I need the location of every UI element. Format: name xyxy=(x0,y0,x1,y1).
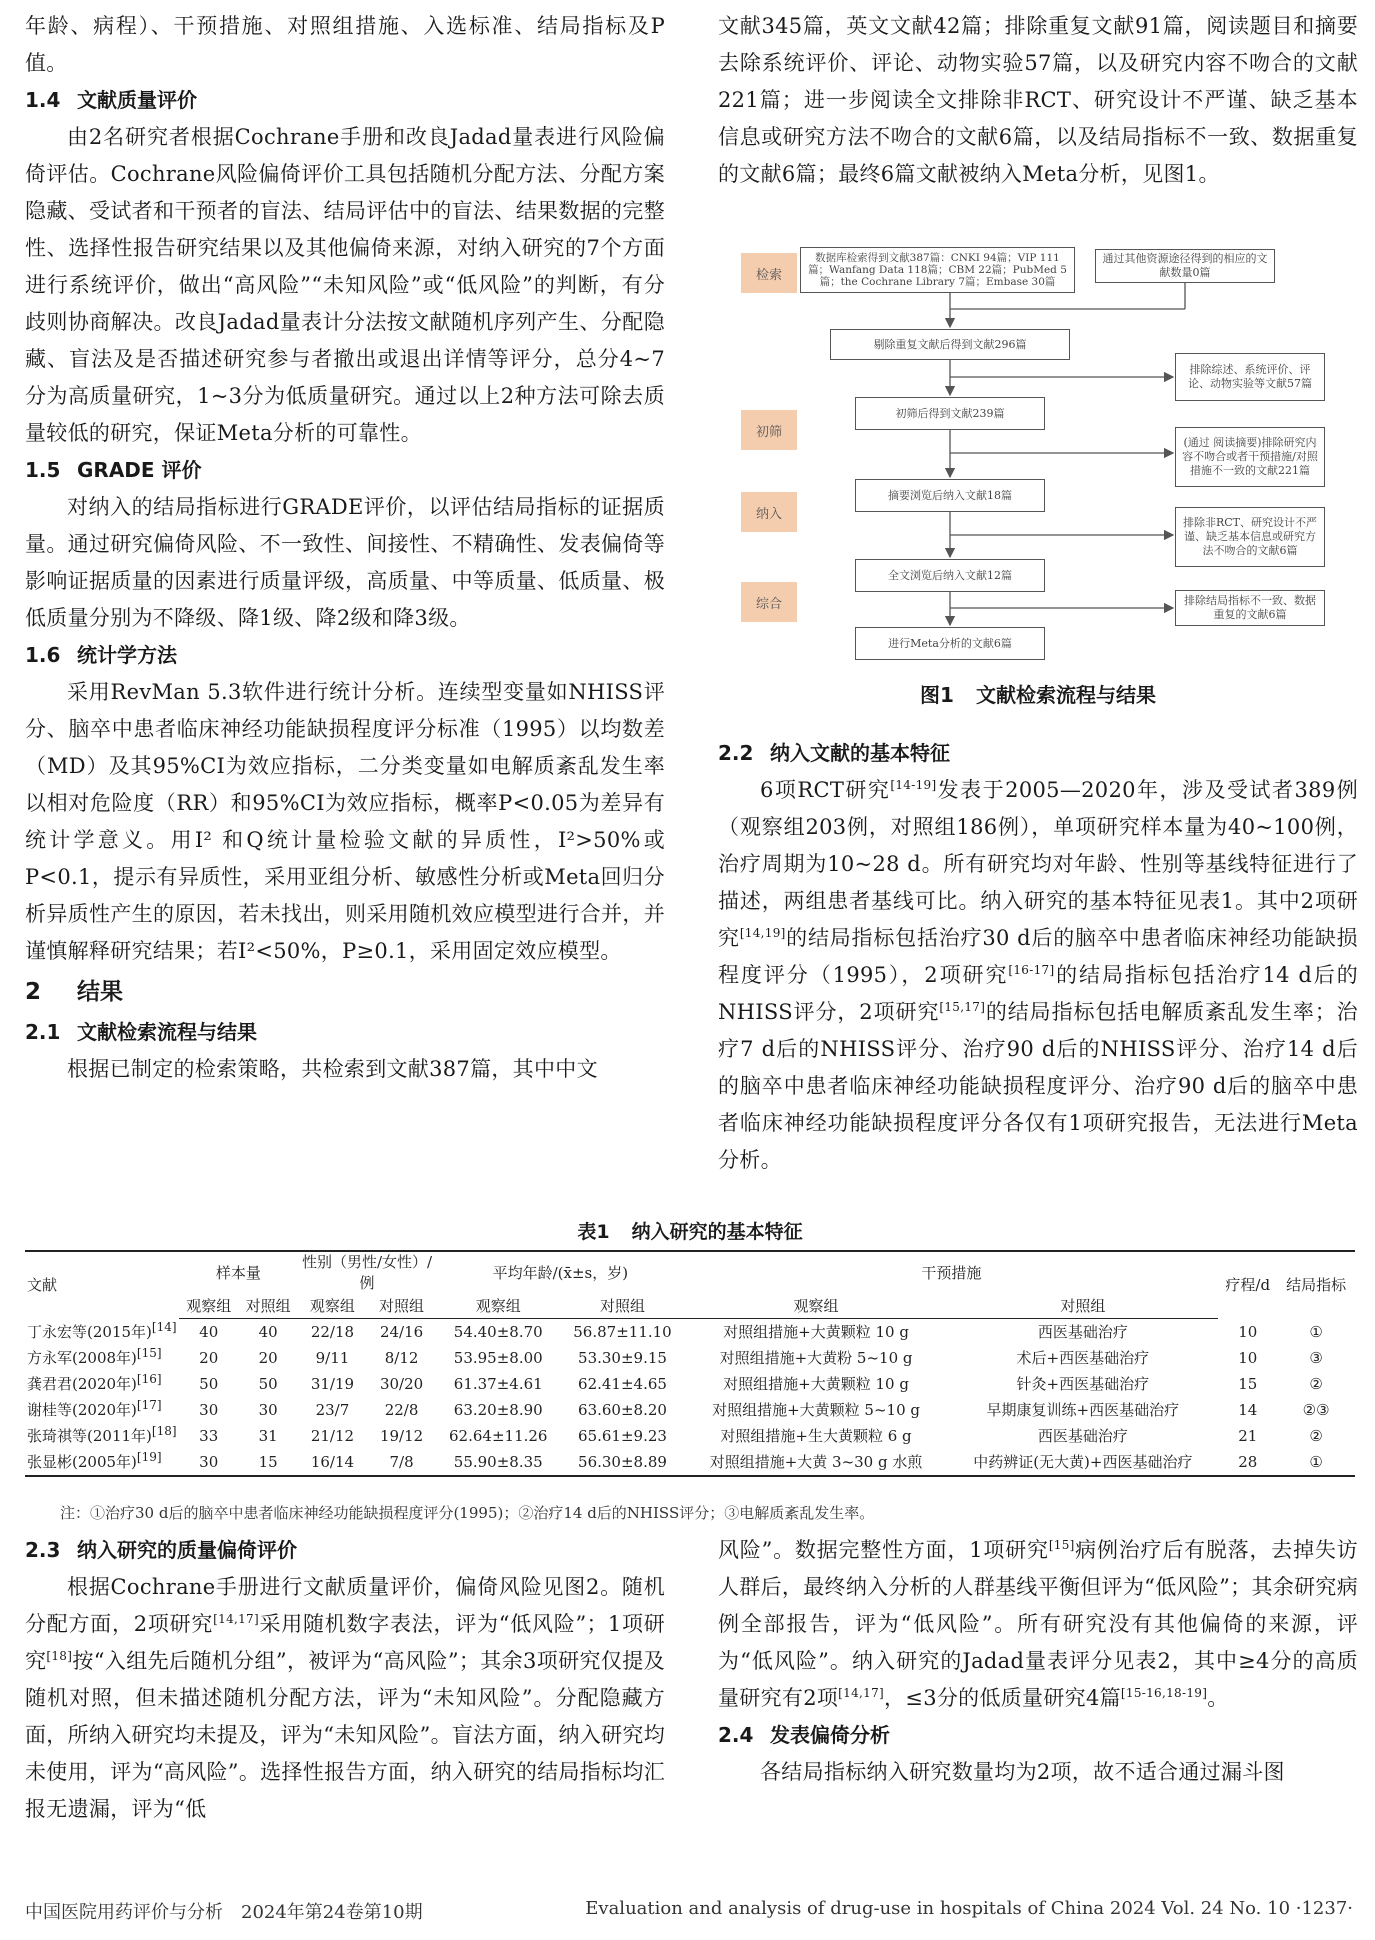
cell-course: 10 xyxy=(1238,1322,1258,1341)
text-run: 风险”。数据完整性方面，1项研究 xyxy=(718,1538,1049,1562)
cell-study: 张琦祺等(2011年)[18] xyxy=(27,1424,177,1445)
cell-sex-obs: 16/14 xyxy=(298,1449,367,1476)
figure-caption xyxy=(718,680,1358,710)
cell-n-ctl: 50 xyxy=(258,1375,278,1393)
cell-outcome: ② xyxy=(1309,1375,1323,1393)
cell-sex-obs: 22/18 xyxy=(310,1323,355,1341)
journal-footer-left: 中国医院用药评价与分析 2024年第24卷第10期 xyxy=(25,1902,423,1923)
other-sources-box: 通过其他资源途径得到的相应的文献数量0篇 xyxy=(1095,249,1275,283)
section-title: 发表偏倚分析 xyxy=(770,1723,890,1747)
cell-n-obs: 30 xyxy=(179,1449,238,1476)
subheader-obs: 观察组 xyxy=(298,1294,367,1319)
cell-n-obs: 20 xyxy=(199,1349,219,1367)
citation: [14-19] xyxy=(890,778,937,792)
literature-search-flowchart xyxy=(735,245,1355,665)
citation: [15] xyxy=(1048,1538,1075,1552)
left-column-bottom xyxy=(25,1532,665,1828)
section-number: 1.5 xyxy=(25,458,61,482)
header-intervention: 干预措施 xyxy=(685,1251,1219,1294)
cell-int-ctl: 针灸+西医基础治疗 xyxy=(1016,1375,1150,1393)
cell-n-ctl: 40 xyxy=(258,1323,278,1341)
table-row xyxy=(25,1345,1355,1371)
cell-outcome: ② xyxy=(1309,1427,1323,1445)
header-sex: 性别（男性/女性）/例 xyxy=(298,1251,436,1294)
cell-age-obs: 61.37±4.61 xyxy=(453,1375,543,1393)
section-number: 2 xyxy=(25,979,42,1005)
section-title: 文献质量评价 xyxy=(77,88,197,112)
paragraph: 采用RevMan 5.3软件进行统计分析。连续型变量如NHISS评分、脑卒中患者临床神经功能缺损程度评分标准（1995）以均数差（MD）及其95%CI为效应指标，二分类变量如电解质紊乱发生率以相对危险度（RR）和95%CI为效应指标，概率P<0.05为差异有统计学意义。用I² 和Q统计量检验文献的异质性，I²>50%或P<0.1，提示有异质性，采用亚组分析、敏感性分析或Meta回归分析异质性产生的原因，若未找出，则采用随机效应模型进行合并，并谨慎解释研究结果；若I²<50%，P≥0.1，采用固定效应模型。 xyxy=(25,680,665,963)
cell-n-ctl: 15 xyxy=(238,1449,297,1476)
paragraph: 根据已制定的检索策略，共检索到文献387篇，其中中文 xyxy=(67,1057,598,1081)
cell-age-ctl: 63.60±8.20 xyxy=(578,1401,667,1419)
section-number: 2.2 xyxy=(718,741,754,765)
cell-n-obs: 40 xyxy=(199,1323,219,1341)
cell-int-obs: 对照组措施+大黄粉 5~10 g xyxy=(719,1349,913,1367)
text-run: 采用随机数字表法，评为“低风险”；1项研究 xyxy=(25,1612,665,1673)
right-column-mid xyxy=(718,735,1358,1179)
cell-age-ctl: 53.30±9.15 xyxy=(578,1349,667,1367)
cell-sex-ctl: 7/8 xyxy=(367,1449,436,1476)
table-row xyxy=(25,1449,1355,1476)
section-title: 纳入研究的质量偏倚评价 xyxy=(77,1538,297,1562)
fulltext-review-box: 全文浏览后纳入文献12篇 xyxy=(855,559,1045,592)
text-run: 的结局指标包括治疗30 d后的脑卒中患者临床神经功能缺损程度评分（1995），2项研究 xyxy=(718,926,1358,987)
table-row xyxy=(25,1397,1355,1423)
cell-n-ctl: 31 xyxy=(258,1427,278,1445)
cell-age-ctl: 56.87±11.10 xyxy=(573,1323,672,1341)
text-run: 发表于2005—2020年，涉及受试者389例（观察组203例，对照组186例），单项研究样本量为40~100例，治疗周期为10~28 d。所有研究均对年龄、性别等基线特征进行了描述，两组患者基线可比。纳入研究的基本特征见表1。其中2项研究 xyxy=(718,778,1358,950)
cell-sex-obs: 23/7 xyxy=(315,1401,350,1419)
table-row xyxy=(25,1371,1355,1397)
section-number: 2.1 xyxy=(25,1020,61,1044)
left-column-top xyxy=(25,8,665,1088)
cell-sex-ctl: 19/12 xyxy=(379,1427,424,1445)
exclusion-box-3: 排除非RCT、研究设计不严谨、缺乏基本信息或研究方法不吻合的文献6篇 xyxy=(1175,507,1325,567)
section-heading-2 xyxy=(25,972,665,1012)
paragraph xyxy=(718,1532,1358,1717)
cell-int-ctl: 术后+西医基础治疗 xyxy=(1016,1349,1150,1367)
cell-n-ctl: 20 xyxy=(258,1349,278,1367)
cell-sex-ctl: 30/20 xyxy=(379,1375,424,1393)
cell-study: 龚君君(2020年)[16] xyxy=(27,1372,162,1393)
citation: [16-17] xyxy=(1008,963,1055,977)
cell-age-ctl: 65.61±9.23 xyxy=(578,1427,667,1445)
section-heading-2-4 xyxy=(718,1717,1358,1754)
paragraph: 文献345篇，英文文献42篇；排除重复文献91篇，阅读题目和摘要去除系统评价、评论、动物实验57篇，以及研究内容不吻合的文献221篇；进一步阅读全文排除非RCT、研究设计不严谨、缺乏基本信息或研究方法不吻合的文献6篇，以及结局指标不一致、数据重复的文献6篇；最终6篇文献被纳入Meta分析，见图1。 xyxy=(718,14,1358,186)
header-sample-size: 样本量 xyxy=(179,1251,298,1294)
text-run: 6项RCT研究 xyxy=(760,778,891,802)
cell-age-ctl: 56.30±8.89 xyxy=(560,1449,684,1476)
cell-outcome: ③ xyxy=(1309,1349,1323,1367)
cell-course: 15 xyxy=(1238,1375,1258,1393)
text-run: 的结局指标包括电解质紊乱发生率；治疗7 d后的NHISS评分、治疗90 d后的NHISS评分、治疗14 d后的脑卒中患者临床神经功能缺损程度评分、治疗90 d后的脑卒中患者临床神经功能缺损程度评分各仅有1项研究报告，无法进行Meta分析。 xyxy=(718,1000,1358,1172)
stage-inclusion: 纳入 xyxy=(741,492,797,532)
cell-age-obs: 63.20±8.90 xyxy=(453,1401,543,1419)
paragraph: 由2名研究者根据Cochrane手册和改良Jadad量表进行风险偏倚评估。Cochrane风险偏倚评价工具包括随机分配方法、分配方案隐藏、受试者和干预者的盲法、结局评估中的盲法、结果数据的完整性、选择性报告研究结果以及其他偏倚来源，对纳入研究的7个方面进行系统评价，做出“高风险”“未知风险”或“低风险”的判断，有分歧则协商解决。改良Jadad量表计分法按文献随机序列产生、分配隐藏、盲法及是否描述研究参与者撤出或退出详情等评分，总分4~7分为高质量研究，1~3分为低质量研究。通过以上2种方法可除去质量较低的研究，保证Meta分析的可靠性。 xyxy=(25,125,665,445)
dedup-box: 剔除重复文献后得到文献296篇 xyxy=(830,329,1070,360)
section-title: 结果 xyxy=(77,979,123,1005)
section-number: 2.4 xyxy=(718,1723,754,1747)
table-note: 注：①治疗30 d后的脑卒中患者临床神经功能缺损程度评分(1995)；②治疗14 d后的NHISS评分；③电解质紊乱发生率。 xyxy=(60,1504,875,1522)
subheader-ctl: 对照组 xyxy=(560,1294,684,1319)
cell-n-ctl: 30 xyxy=(258,1401,278,1419)
stage-synthesis: 综合 xyxy=(741,582,797,622)
stage-screening: 初筛 xyxy=(741,410,797,450)
cell-age-obs: 62.64±11.26 xyxy=(449,1427,548,1445)
citation: [15,17] xyxy=(939,1000,986,1014)
text-run: 。 xyxy=(1207,1686,1229,1710)
section-title: 纳入文献的基本特征 xyxy=(770,741,950,765)
text-run: 病例治疗后有脱落，去掉失访人群后，最终纳入分析的人群基线平衡但评为“低风险”；其余研究病例全部报告，评为“低风险”。所有研究没有其他偏倚的来源，评为“低风险”。纳入研究的Jadad量表评分见表2，其中≥4分的高质量研究有2项 xyxy=(718,1538,1358,1710)
table-row xyxy=(25,1423,1355,1449)
paragraph: 对纳入的结局指标进行GRADE评价，以评估结局指标的证据质量。通过研究偏倚风险、不一致性、间接性、不精确性、发表偏倚等影响证据质量的因素进行质量评级，高质量、中等质量、低质量、极低质量分别为不降级、降1级、降2级和降3级。 xyxy=(25,495,665,630)
citation: [14,17] xyxy=(213,1612,259,1626)
right-column-top xyxy=(718,8,1358,193)
cell-int-ctl: 西医基础治疗 xyxy=(1037,1427,1128,1445)
cell-sex-ctl: 22/8 xyxy=(384,1401,419,1419)
section-number: 1.6 xyxy=(25,643,61,667)
table-title: 纳入研究的基本特征 xyxy=(631,1221,803,1243)
header-study: 文献 xyxy=(25,1251,179,1319)
cell-course: 28 xyxy=(1218,1449,1277,1476)
right-column-bottom xyxy=(718,1532,1358,1791)
header-age: 平均年龄/(x̄±s，岁) xyxy=(436,1251,685,1294)
cell-course: 14 xyxy=(1238,1401,1258,1419)
figure-title: 文献检索流程与结果 xyxy=(975,683,1156,707)
subheader-ctl: 对照组 xyxy=(367,1294,436,1319)
paragraph: 年龄、病程）、干预措施、对照组措施、入选标准、结局指标及P值。 xyxy=(25,14,665,75)
characteristics-table xyxy=(25,1250,1355,1477)
cell-sex-obs: 21/12 xyxy=(310,1427,355,1445)
text-run: 根据Cochrane手册进行文献质量评价，偏倚风险见图2。 xyxy=(67,1575,622,1599)
cell-age-obs: 55.90±8.35 xyxy=(436,1449,560,1476)
text-run: ，≤3分的低质量研究4篇 xyxy=(884,1686,1121,1710)
citation: [14,19] xyxy=(739,926,786,940)
section-heading-2-3 xyxy=(25,1532,665,1569)
text-run: 按“入组先后随机分组”，被评为“高风险”；其余3项研究仅提及随机对照，但未描述随机分配方法，评为“未知风险”。分配隐藏方面，所纳入研究均未提及，评为“未知风险”。盲法方面，纳入研究均未使用，评为“高风险”。选择性报告方面，纳入研究的结局指标均汇报无遗漏，评为“低 xyxy=(25,1649,665,1821)
text-run: 随机分配方面，2项研究 xyxy=(25,1575,665,1636)
citation: [15-16,18-19] xyxy=(1120,1686,1208,1700)
cell-n-obs: 33 xyxy=(199,1427,219,1445)
paragraph: 各结局指标纳入研究数量均为2项，故不适合通过漏斗图 xyxy=(760,1760,1285,1784)
subheader-obs: 观察组 xyxy=(685,1294,948,1319)
abstract-review-box: 摘要浏览后纳入文献18篇 xyxy=(855,479,1045,512)
screening-result-box: 初筛后得到文献239篇 xyxy=(855,397,1045,430)
cell-age-obs: 54.40±8.70 xyxy=(453,1323,543,1341)
table-label: 表1 xyxy=(577,1221,610,1243)
cell-sex-ctl: 24/16 xyxy=(379,1323,424,1341)
section-heading-1-4 xyxy=(25,82,665,119)
header-course: 疗程/d xyxy=(1218,1251,1277,1319)
cell-int-obs: 对照组措施+大黄 3~30 g 水煎 xyxy=(685,1449,948,1476)
cell-int-obs: 对照组措施+大黄颗粒 10 g xyxy=(723,1375,909,1393)
section-title: GRADE 评价 xyxy=(77,458,202,482)
cell-study: 方永军(2008年)[15] xyxy=(27,1346,162,1367)
citation: [18] xyxy=(46,1649,73,1663)
cell-age-obs: 53.95±8.00 xyxy=(453,1349,543,1367)
section-heading-2-1 xyxy=(25,1014,665,1051)
cell-study: 张显彬(2005年)[19] xyxy=(25,1449,179,1476)
meta-analysis-box: 进行Meta分析的文献6篇 xyxy=(855,627,1045,660)
cell-int-ctl: 早期康复训练+西医基础治疗 xyxy=(986,1401,1180,1419)
section-heading-1-5 xyxy=(25,452,665,489)
stage-search: 检索 xyxy=(741,253,797,293)
exclusion-box-1: 排除综述、系统评价、评论、动物实验等文献57篇 xyxy=(1175,353,1325,401)
exclusion-box-2: (通过 阅读摘要)排除研究内容不吻合或者干预措施/对照措施不一致的文献221篇 xyxy=(1175,427,1325,487)
paragraph xyxy=(25,1569,665,1828)
cell-sex-ctl: 8/12 xyxy=(384,1349,419,1367)
paragraph xyxy=(718,772,1358,1179)
exclusion-box-4: 排除结局指标不一致、数据重复的文献6篇 xyxy=(1175,590,1325,626)
cell-int-obs: 对照组措施+大黄颗粒 5~10 g xyxy=(712,1401,920,1419)
cell-n-obs: 30 xyxy=(199,1401,219,1419)
cell-outcome: ① xyxy=(1277,1449,1355,1476)
cell-int-ctl: 中药辨证(无大黄)+西医基础治疗 xyxy=(947,1449,1218,1476)
database-search-box: 数据库检索得到文献387篇：CNKI 94篇；VIP 111篇；Wanfang Data 118篇；CBM 22篇；PubMed 5篇；the Cochrane Library 7篇；Embase 30篇 xyxy=(800,247,1075,293)
cell-study: 丁永宏等(2015年)[14] xyxy=(27,1319,177,1341)
cell-outcome: ②③ xyxy=(1302,1401,1330,1419)
cell-sex-obs: 9/11 xyxy=(315,1349,350,1367)
cell-sex-obs: 31/19 xyxy=(310,1375,355,1393)
section-heading-2-2 xyxy=(718,735,1358,772)
cell-study: 谢桂等(2020年)[17] xyxy=(27,1398,162,1419)
cell-int-obs: 对照组措施+大黄颗粒 10 g xyxy=(723,1323,909,1341)
cell-outcome: ① xyxy=(1309,1322,1323,1341)
section-number: 2.3 xyxy=(25,1538,61,1562)
table-row xyxy=(25,1319,1355,1346)
subheader-ctl: 对照组 xyxy=(238,1294,297,1319)
section-title: 统计学方法 xyxy=(77,643,177,667)
cell-course: 21 xyxy=(1238,1427,1258,1445)
section-title: 文献检索流程与结果 xyxy=(77,1020,257,1044)
cell-int-ctl: 西医基础治疗 xyxy=(1037,1323,1128,1341)
journal-footer-right: Evaluation and analysis of drug-use in hospitals of China 2024 Vol. 24 No. 10 ·1237· xyxy=(585,1898,1353,1919)
subheader-obs: 观察组 xyxy=(436,1294,560,1319)
cell-n-obs: 50 xyxy=(199,1375,219,1393)
subheader-ctl: 对照组 xyxy=(947,1294,1218,1319)
table-caption xyxy=(25,1218,1355,1246)
figure-label: 图1 xyxy=(920,683,954,707)
cell-int-obs: 对照组措施+生大黄颗粒 6 g xyxy=(720,1427,912,1445)
section-number: 1.4 xyxy=(25,88,61,112)
cell-age-ctl: 62.41±4.65 xyxy=(578,1375,667,1393)
section-heading-1-6 xyxy=(25,637,665,674)
cell-course: 10 xyxy=(1238,1349,1258,1367)
subheader-obs: 观察组 xyxy=(179,1294,238,1319)
citation: [14,17] xyxy=(838,1686,884,1700)
header-outcome: 结局指标 xyxy=(1277,1251,1355,1319)
text-run: 的结局指标包括治疗14 d后的NHISS评分，2项研究 xyxy=(718,963,1358,1024)
